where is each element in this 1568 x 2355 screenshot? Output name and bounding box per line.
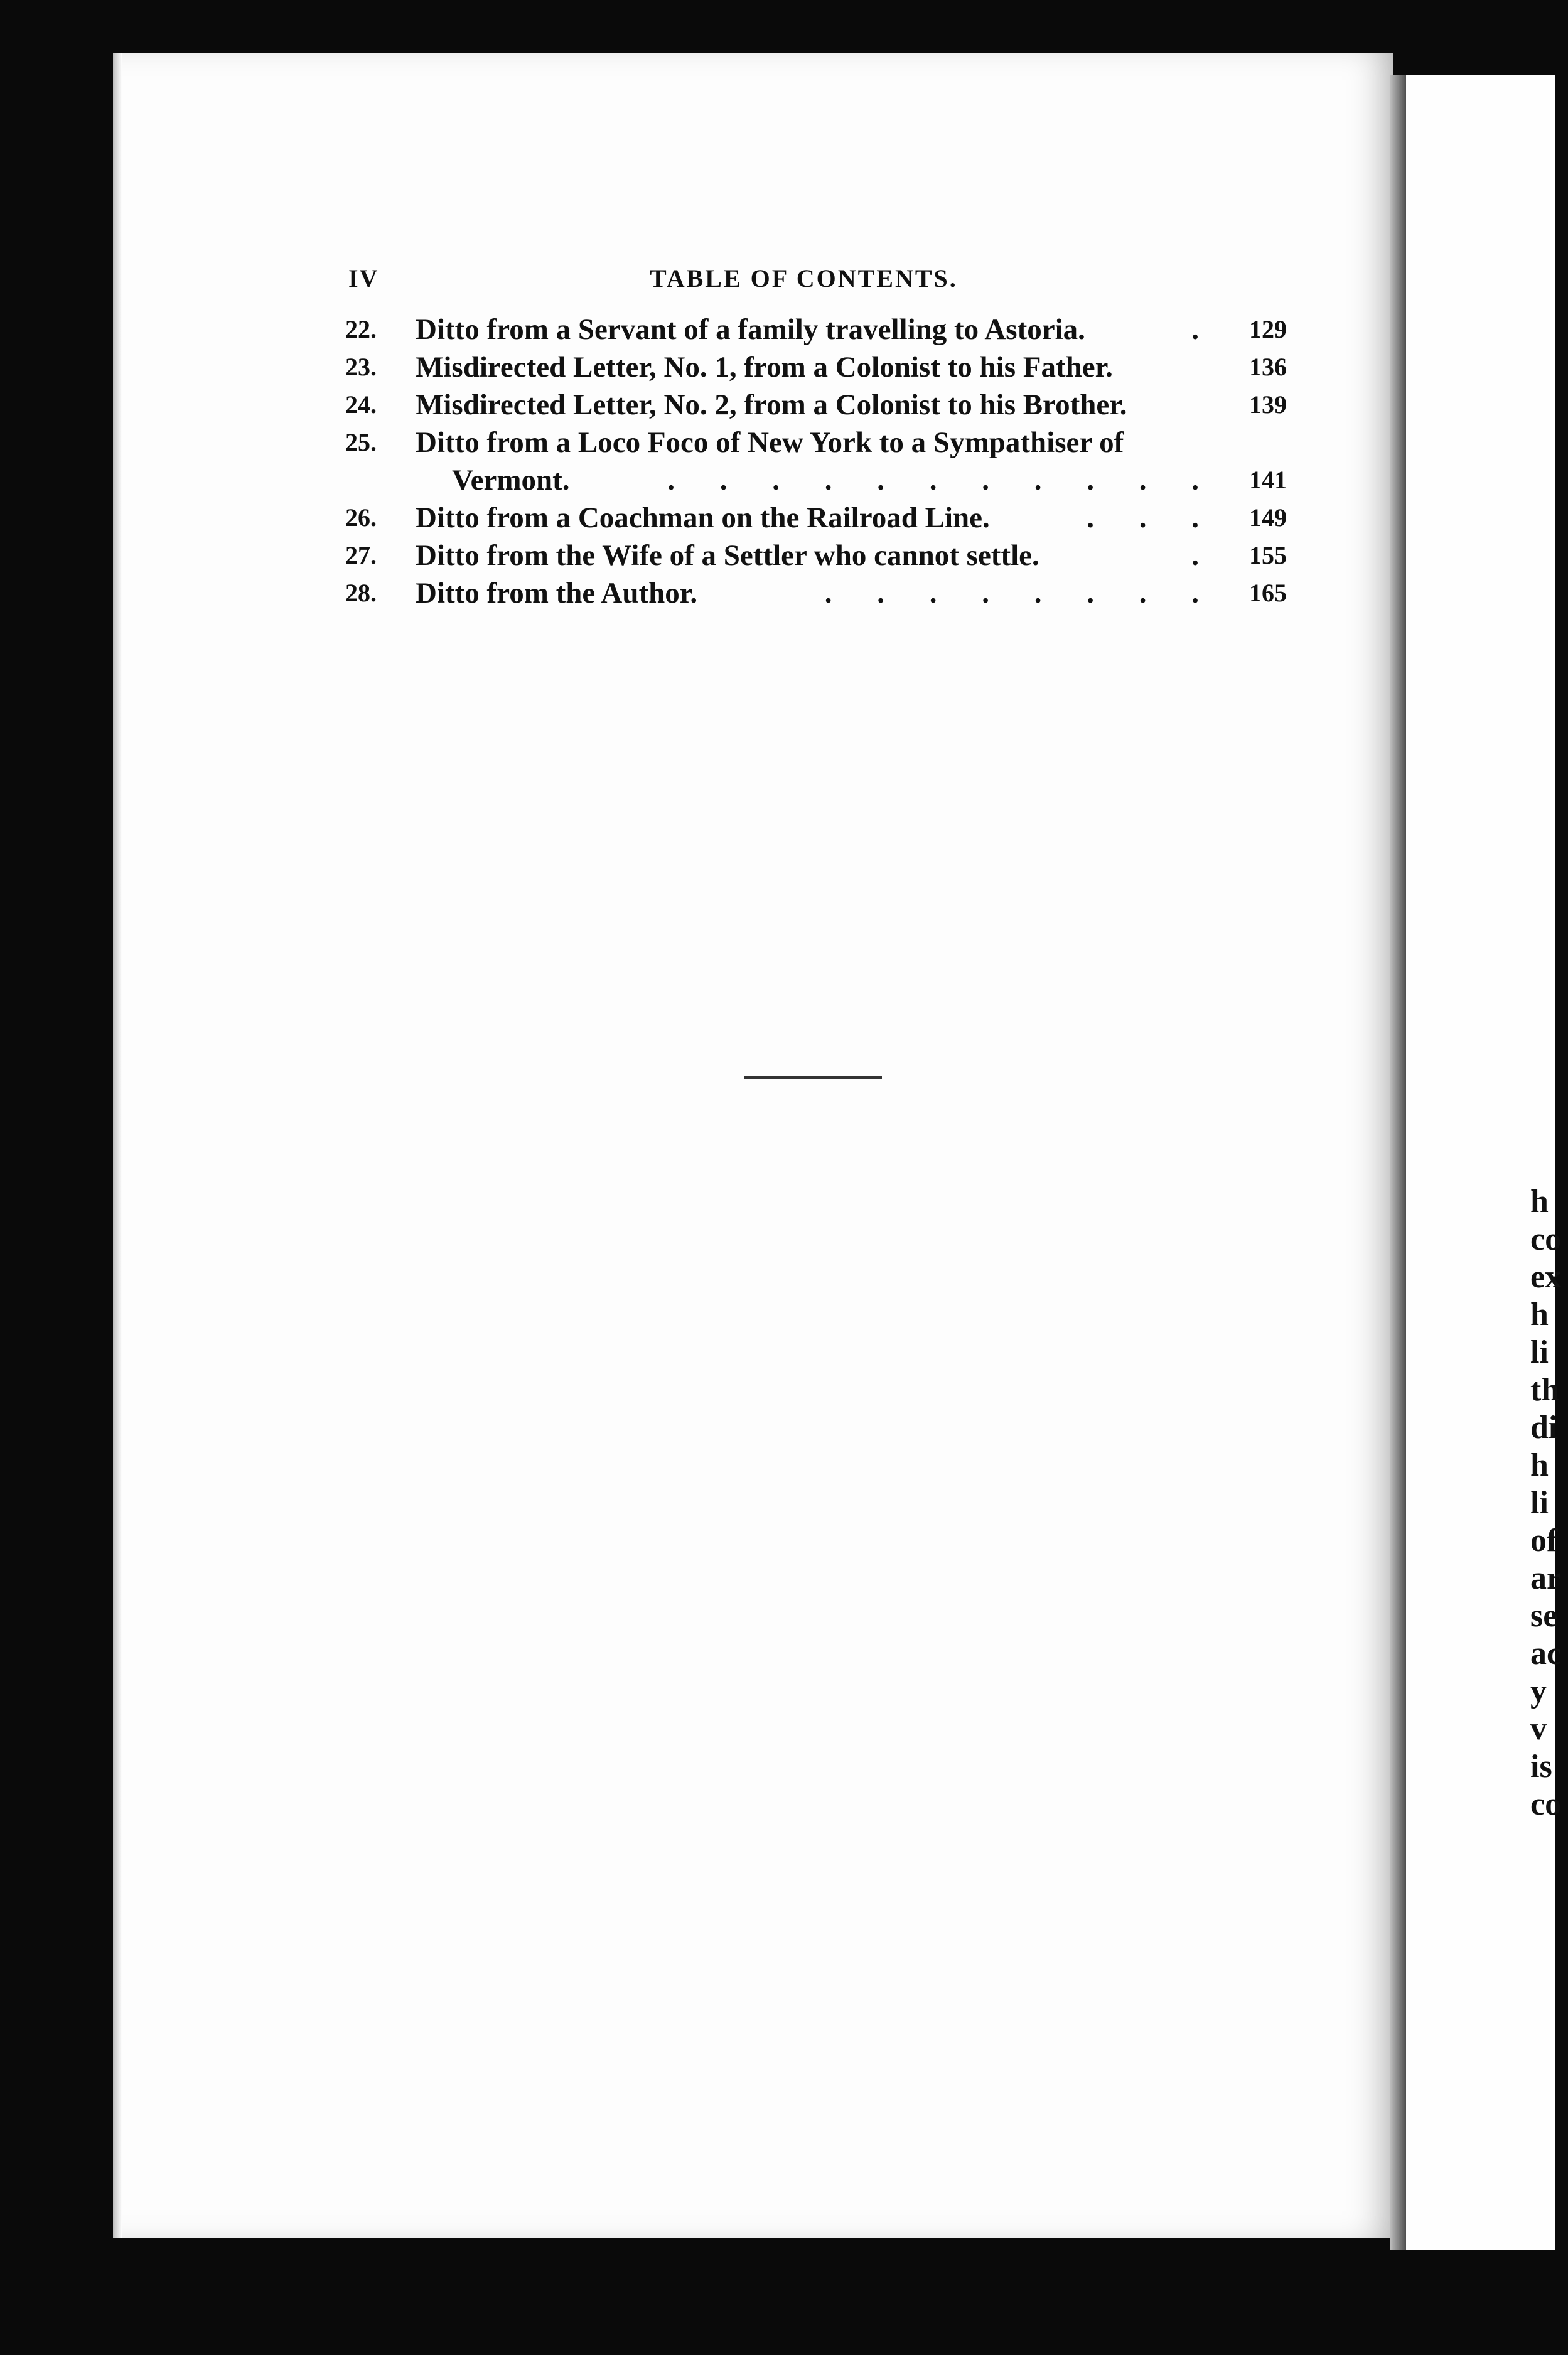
text-fragment: ac (1530, 1636, 1562, 1671)
toc-entry-23 (345, 348, 1293, 386)
text-fragment: co (1530, 1221, 1562, 1257)
entry-number: 24. (345, 390, 377, 419)
entry-page: 155 (1249, 541, 1287, 569)
entry-title: Misdirected Letter, No. 1, from a Colonist to his Father. (416, 351, 1113, 384)
entry-title: Vermont. (452, 464, 570, 496)
dot-leader: . (1191, 313, 1218, 346)
entry-page: 129 (1249, 315, 1287, 343)
text-fragment: of (1530, 1523, 1558, 1558)
toc-entry-25-continued (345, 461, 1293, 499)
text-fragment: v (1530, 1711, 1547, 1747)
table-of-contents (345, 311, 1293, 612)
text-fragment: h (1530, 1184, 1549, 1220)
entry-page: 141 (1249, 466, 1287, 494)
toc-entry-25 (345, 424, 1293, 461)
entry-number: 22. (345, 315, 377, 343)
entry-title: Ditto from a Servant of a family travelling to Astoria. (416, 313, 1085, 346)
entry-page: 136 (1249, 353, 1287, 381)
entry-page: 149 (1249, 503, 1287, 532)
entry-title: Ditto from the Wife of a Settler who cannot settle. (416, 539, 1039, 572)
dot-leader: . . . . . . . . (824, 577, 1218, 609)
entry-page: 139 (1249, 390, 1287, 419)
section-divider (744, 1076, 882, 1079)
toc-entry-27 (345, 537, 1293, 574)
page-title: TABLE OF CONTENTS. (650, 264, 958, 292)
toc-entry-24 (345, 386, 1293, 424)
facing-page-text (1530, 1183, 1568, 1823)
right-page (1406, 75, 1555, 2250)
text-fragment: di (1530, 1410, 1558, 1446)
text-fragment: is (1530, 1749, 1552, 1784)
text-fragment: se (1530, 1598, 1558, 1634)
dot-leader: . . . . . . . . . . . (667, 464, 1218, 496)
entry-title: Ditto from a Loco Foco of New York to a Sympathiser of (416, 426, 1124, 459)
text-fragment: ar (1530, 1560, 1562, 1596)
page-header (348, 264, 1290, 295)
text-fragment: h (1530, 1447, 1549, 1483)
text-fragment: li (1530, 1334, 1549, 1370)
toc-entry-28 (345, 574, 1293, 612)
entry-number: 23. (345, 353, 377, 381)
text-fragment: h (1530, 1297, 1549, 1333)
toc-entry-26 (345, 499, 1293, 537)
text-fragment: th (1530, 1372, 1560, 1408)
page-number: IV (348, 264, 379, 292)
text-fragment: co (1530, 1786, 1562, 1822)
entry-number: 26. (345, 503, 377, 532)
entry-number: 28. (345, 579, 377, 607)
entry-title: Misdirected Letter, No. 2, from a Colonist to his Brother. (416, 389, 1127, 421)
text-fragment: li (1530, 1485, 1549, 1521)
toc-entry-22 (345, 311, 1293, 348)
entry-page: 165 (1249, 579, 1287, 607)
dot-leader: . . . (1087, 502, 1218, 534)
dot-leader: . (1191, 539, 1218, 572)
text-fragment: y (1530, 1673, 1547, 1709)
entry-title: Ditto from a Coachman on the Railroad Line. (416, 502, 990, 534)
entry-title: Ditto from the Author. (416, 577, 698, 609)
entry-number: 25. (345, 428, 377, 456)
entry-number: 27. (345, 541, 377, 569)
text-fragment: ex (1530, 1259, 1562, 1295)
